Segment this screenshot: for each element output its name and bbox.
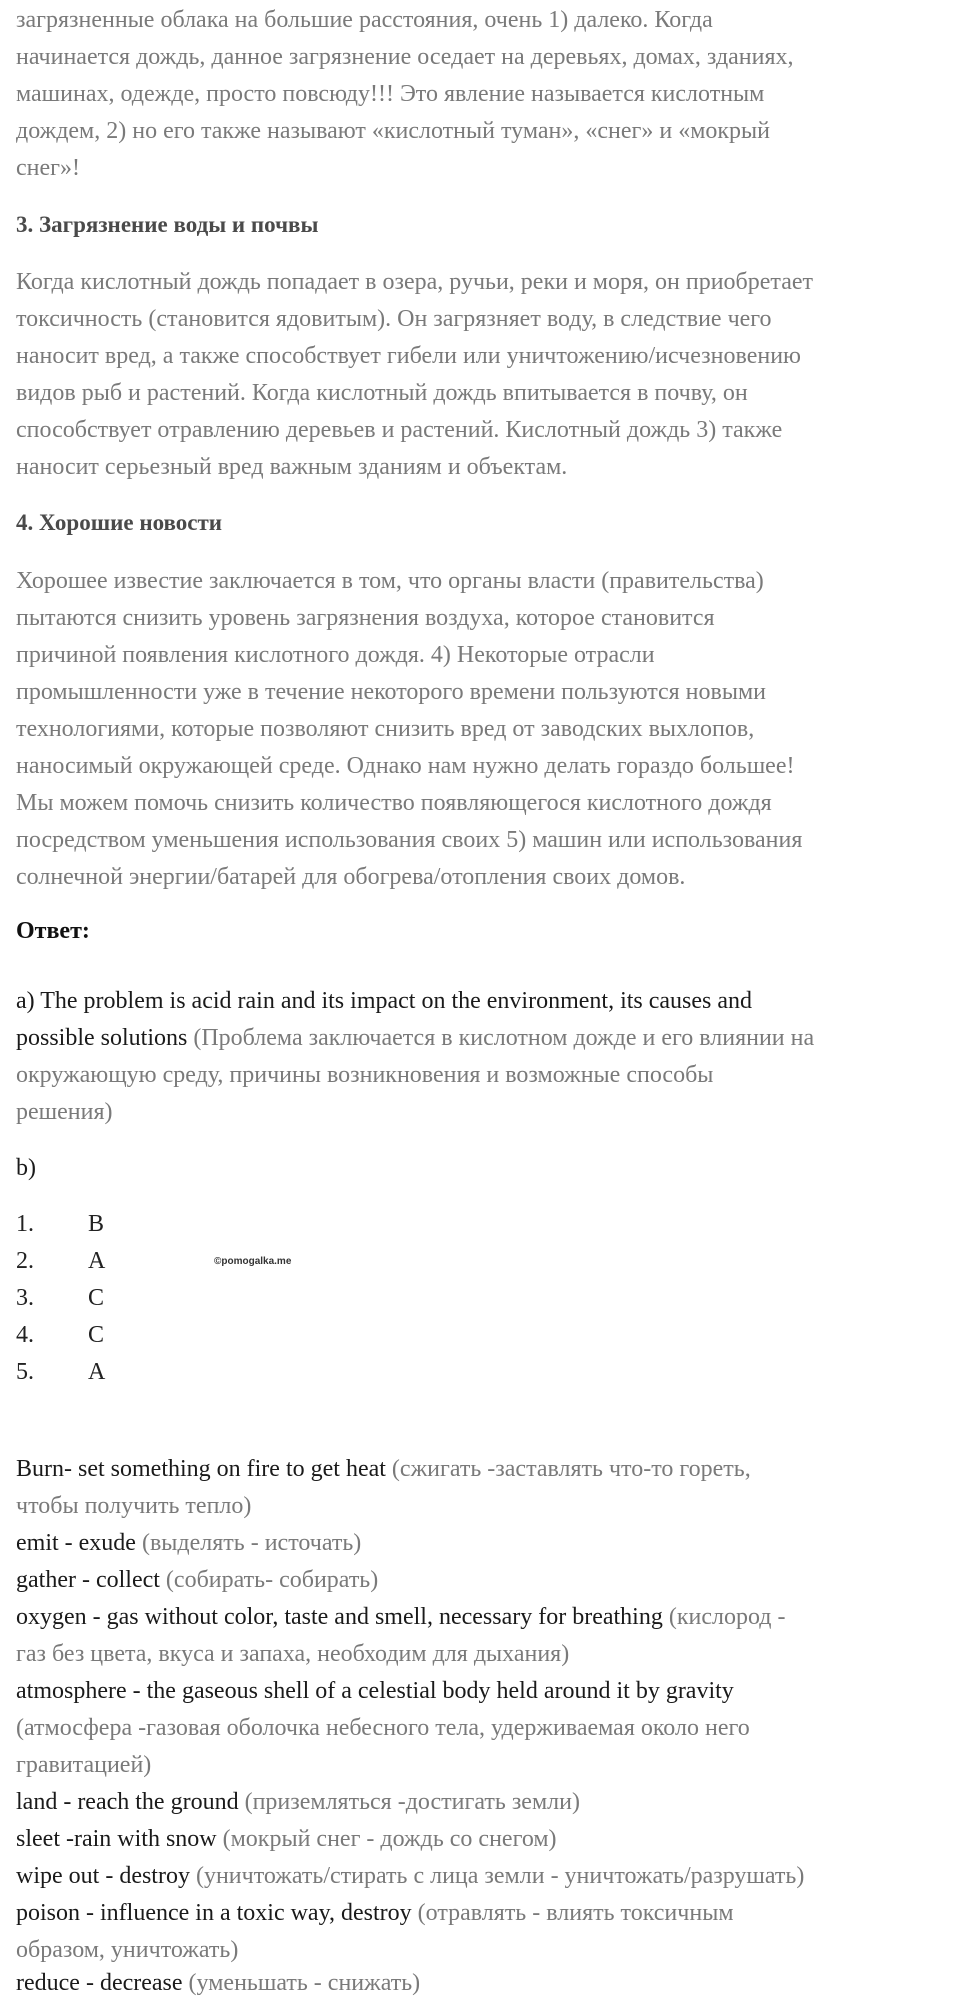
answer-a-english: The problem is acid rain and its impact on the environment, its causes and <box>40 988 753 1014</box>
vocab-english: Burn- set something on fire to get heat <box>16 1456 386 1482</box>
vocab-russian: (уменьшать - снижать) <box>188 1970 421 1996</box>
vocab-english: reduce - decrease <box>16 1970 183 1996</box>
list-item <box>16 1243 105 1280</box>
text-line: Мы можем помочь снизить количество появляющегося кислотного дождя <box>16 790 772 816</box>
list-number: 3. <box>16 1285 34 1311</box>
text-line: наносит вред, а также способствует гибели или уничтожению/исчезновению <box>16 343 801 369</box>
vocab-russian: (сжигать -заставлять что-то гореть, <box>391 1456 751 1482</box>
list-number: 5. <box>16 1359 34 1385</box>
vocab-russian: (атмосфера -газовая оболочка небесного тела, удерживаемая около него <box>16 1715 750 1741</box>
vocab-english: gather - collect <box>16 1567 160 1593</box>
answer-b-list <box>16 1206 105 1391</box>
answer-a-line <box>16 983 752 1020</box>
list-item <box>16 1317 105 1354</box>
list-item <box>16 1206 105 1243</box>
vocab-english: land - reach the ground <box>16 1789 239 1815</box>
text-line: загрязненные облака на большие расстояния, очень 1) далеко. Когда <box>16 7 713 33</box>
vocab-russian: (собирать- собирать) <box>165 1567 379 1593</box>
answer-a-label: a) <box>16 988 35 1014</box>
section-heading: 4. Хорошие новости <box>16 510 223 535</box>
vocab-entry <box>16 1895 734 1932</box>
answer-b-label: b) <box>16 1155 36 1181</box>
vocab-entry <box>16 1562 378 1599</box>
text-line: токсичность (становится ядовитым). Он загрязняет воду, в следствие чего <box>16 306 772 332</box>
answer-a-russian: окружающую среду, причины возникновения и возможные способы <box>16 1062 714 1088</box>
text-line: Хорошее известие заключается в том, что органы власти (правительства) <box>16 568 764 594</box>
answer-heading: Ответ: <box>16 918 90 944</box>
text-line: видов рыб и растений. Когда кислотный дождь впитывается в почву, он <box>16 380 748 406</box>
vocab-russian: гравитацией) <box>16 1752 152 1778</box>
vocab-entry <box>16 1965 420 2002</box>
text-line: причиной появления кислотного дождя. 4) Некоторые отрасли <box>16 642 655 668</box>
answer-a-line <box>16 1020 814 1057</box>
vocab-english: sleet -rain with snow <box>16 1826 217 1852</box>
text-line: дождем, 2) но его также называют «кислотный туман», «снег» и «мокрый <box>16 118 771 144</box>
list-value: B <box>88 1211 105 1237</box>
text-line: снег»! <box>16 155 80 181</box>
text-line: промышленности уже в течение некоторого времени пользуются новыми <box>16 679 767 705</box>
vocab-russian: (отравлять - влиять токсичным <box>417 1900 734 1926</box>
vocab-russian: газ без цвета, вкуса и запаха, необходим для дыхания) <box>16 1641 570 1667</box>
answer-a-russian: (Проблема заключается в кислотном дожде и его влиянии на <box>193 1025 815 1051</box>
text-line: пытаются снизить уровень загрязнения воздуха, которое становится <box>16 605 715 631</box>
vocab-entry <box>16 1451 751 1488</box>
vocab-entry <box>16 1599 786 1636</box>
list-value: A <box>88 1359 106 1385</box>
vocab-russian: (кислород - <box>668 1604 786 1630</box>
vocab-russian: (уничтожать/стирать с лица земли - уничтожать/разрушать) <box>195 1863 805 1889</box>
vocab-english: poison - influence in a toxic way, destroy <box>16 1900 412 1926</box>
list-item <box>16 1280 105 1317</box>
text-line: солнечной энергии/батарей для обогрева/отопления своих домов. <box>16 864 686 890</box>
list-number: 4. <box>16 1322 34 1348</box>
text-line: машинах, одежде, просто повсюду!!! Это явление называется кислотным <box>16 81 765 107</box>
vocab-russian: (мокрый снег - дождь со снегом) <box>222 1826 557 1852</box>
list-value: C <box>88 1322 105 1348</box>
vocab-entry <box>16 1784 580 1821</box>
text-line: наносит серьезный вред важным зданиям и объектам. <box>16 454 568 480</box>
list-value: C <box>88 1285 105 1311</box>
vocab-russian: (выделять - источать) <box>141 1530 362 1556</box>
text-line: технологиями, которые позволяют снизить вред от заводских выхлопов, <box>16 716 755 742</box>
list-value: A <box>88 1248 106 1274</box>
text-line: начинается дождь, данное загрязнение оседает на деревьях, домах, зданиях, <box>16 44 794 70</box>
watermark-text: ©pomogalka.me <box>214 1256 292 1267</box>
vocab-english: emit - exude <box>16 1530 136 1556</box>
text-line: наносимый окружающей среде. Однако нам нужно делать гораздо большее! <box>16 753 795 779</box>
section-heading: 3. Загрязнение воды и почвы <box>16 212 319 237</box>
vocab-russian: (приземляться -достигать земли) <box>244 1789 580 1815</box>
list-number: 1. <box>16 1211 34 1237</box>
vocab-english: atmosphere - the gaseous shell of a celestial body held around it by gravity <box>16 1678 734 1704</box>
list-item <box>16 1354 105 1391</box>
text-line: способствует отравлению деревьев и растений. Кислотный дождь 3) также <box>16 417 783 443</box>
vocab-entry <box>16 1821 557 1858</box>
text-line: Когда кислотный дождь попадает в озера, ручьи, реки и моря, он приобретает <box>16 269 813 295</box>
answer-a-russian: решения) <box>16 1099 113 1125</box>
vocab-russian: чтобы получить тепло) <box>16 1493 252 1519</box>
answer-a-english: possible solutions <box>16 1025 188 1051</box>
list-number: 2. <box>16 1248 34 1274</box>
vocab-entry <box>16 1525 361 1562</box>
vocab-english: oxygen - gas without color, taste and smell, necessary for breathing <box>16 1604 663 1630</box>
vocab-russian: образом, уничтожать) <box>16 1937 239 1963</box>
vocab-entry <box>16 1858 804 1895</box>
vocab-english: wipe out - destroy <box>16 1863 190 1889</box>
text-line: посредством уменьшения использования своих 5) машин или использования <box>16 827 803 853</box>
